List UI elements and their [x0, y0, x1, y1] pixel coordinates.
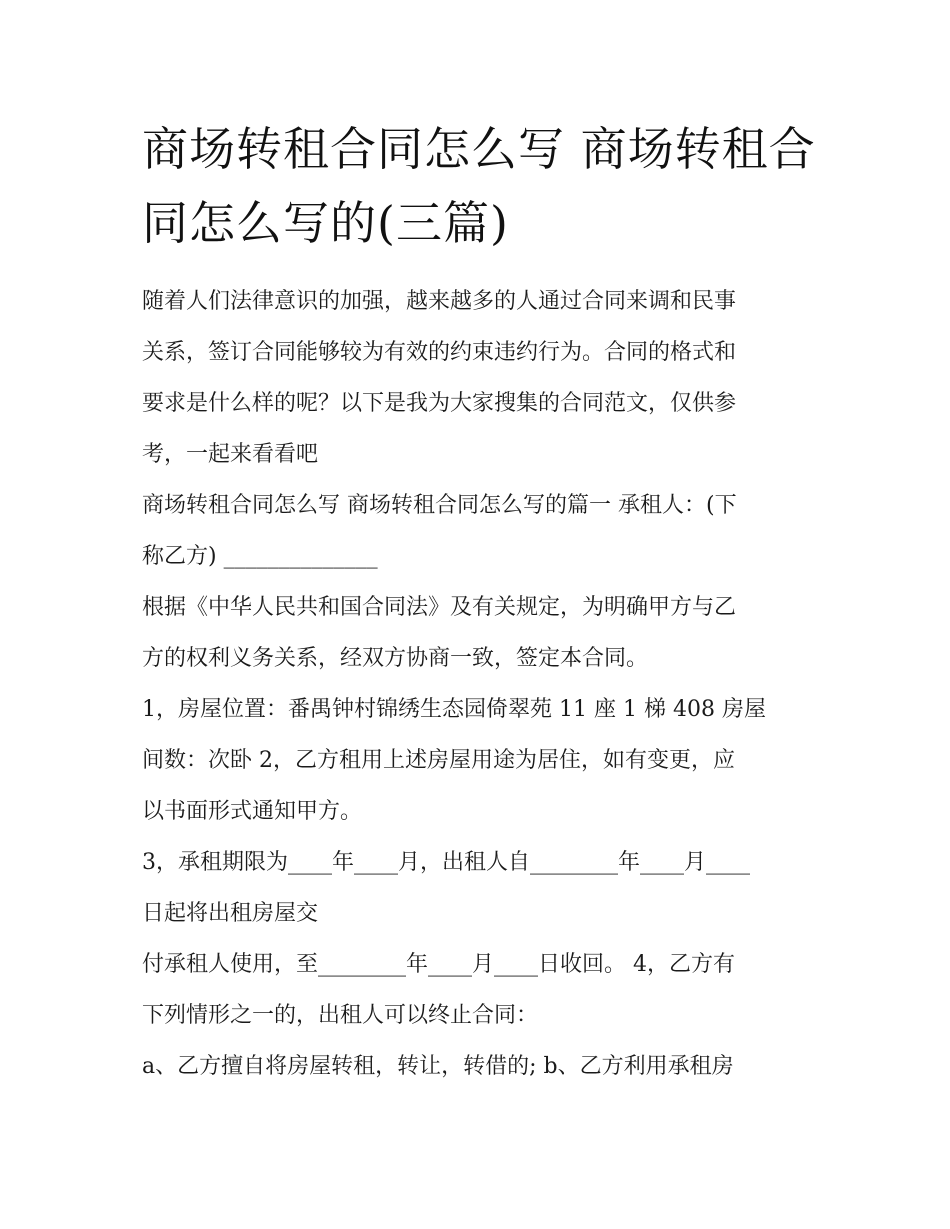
paragraph-line: 商场转租合同怎么写 商场转租合同怎么写的篇一 承租人：(下 [142, 493, 737, 518]
paragraph-line: 随着人们法律意识的加强，越来越多的人通过合同来调和民事 [142, 289, 737, 314]
paragraph-line: 关系，签订合同能够较为有效的约束违约行为。合同的格式和 [142, 340, 737, 365]
paragraph-line: 称乙方) ______________ [142, 544, 378, 569]
paragraph-line: 方的权利义务关系，经双方协商一致，签定本合同。 [142, 646, 649, 671]
document-body [142, 276, 822, 1092]
paragraph-line: 1，房屋位置：番禺钟村锦绣生态园倚翠苑 11 座 1 梯 408 房屋 [142, 697, 766, 722]
paragraph-line: 间数：次卧 2，乙方租用上述房屋用途为居住，如有变更，应 [142, 748, 735, 773]
paragraph-line: 3，承租期限为____年____月，出租人自________年____月____ [142, 850, 750, 875]
paragraph-line: 以书面形式通知甲方。 [142, 799, 363, 824]
paragraph-line: 根据《中华人民共和国合同法》及有关规定，为明确甲方与乙 [142, 595, 737, 620]
document-title: 商场转租合同怎么写 商场转租合同怎么写的(三篇) [142, 122, 816, 250]
paragraph-line: 付承租人使用，至________年____月____日收回。 4，乙方有 [142, 952, 735, 977]
paragraph-line: 要求是什么样的呢？以下是我为大家搜集的合同范文，仅供参 [142, 391, 737, 416]
paragraph-line: 日起将出租房屋交 [142, 901, 319, 926]
paragraph-line: 考，一起来看看吧 [142, 442, 319, 467]
paragraph-line: a、乙方擅自将房屋转租，转让，转借的; b、乙方利用承租房 [142, 1054, 734, 1079]
paragraph-line: 下列情形之一的，出租人可以终止合同： [142, 1003, 539, 1028]
